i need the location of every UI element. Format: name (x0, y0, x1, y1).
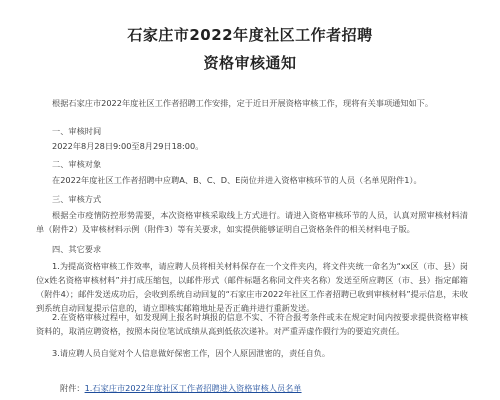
attachment-line (60, 381, 492, 395)
attachment-link-1[interactable]: 1.石家庄市2022年度社区工作者招聘进入资格审核人员名单 (84, 383, 302, 393)
section-heading-target: 二、审核对象 (52, 159, 102, 169)
section-body-target: 在2022年度社区工作者招聘中应聘A、B、C、D、E岗位并进入资格审核环节的人员（名单见附件1）。 (52, 175, 422, 185)
intro-paragraph: 根据石家庄市2022年度社区工作者招聘工作安排，定于近日开展资格审核工作，现将有关事项通知如下。 (52, 98, 434, 108)
page-subtitle: 资格审核通知 (203, 54, 297, 72)
requirement-item-2: 2.在资格审核过程中，如发现网上报名时填报的信息不实、不符合报考条件或未在规定时间内按要求提供资格审核资料的，取消应聘资格，按照本岗位笔试成绩从高到低依次递补。对严重弄虚作假行为的要追究责任。 (36, 312, 468, 336)
section-heading-method: 三、审核方式 (52, 194, 102, 204)
section-body-time: 2022年8月28日9:00至8月29日18:00。 (52, 141, 204, 151)
requirement-item-3: 3.请应聘人员自觉对个人信息做好保密工作，因个人原因泄密的，责任自负。 (52, 348, 331, 358)
page-title: 石家庄市2022年度社区工作者招聘 (127, 26, 373, 44)
section-body-method: 根据全市疫情防控形势需要，本次资格审核采取线上方式进行。请进入资格审核环节的人员，认真对照审核材料清单（附件2）及审核材料示例（附件3）等有关要求，如实提供能够证明自己资格条件的相关材料电子版。 (36, 210, 468, 234)
attachment-label: 附件： (60, 383, 85, 393)
section-heading-time: 一、审核时间 (52, 126, 102, 136)
section-heading-other: 四、其它要求 (52, 244, 102, 254)
requirement-item-1: 1.为提高资格审核工作效率，请应聘人员将相关材料保存在一个文件夹内，将文件夹统一命名为“xx区（市、县）岗位x姓名资格审核材料”并打成压缩包，以邮件形式（邮件标题名称同文件夹名称）发送至所应聘区（市、县）指定邮箱（附件4）；邮件发送成功后，会收到系统自动回复的“石家庄市2022年社区工作者招聘已收到审核材料”提示信息，未收到系统自动回复提示信息的，请立即核实邮箱地址是否正确并进行重新发送。 (36, 261, 468, 313)
